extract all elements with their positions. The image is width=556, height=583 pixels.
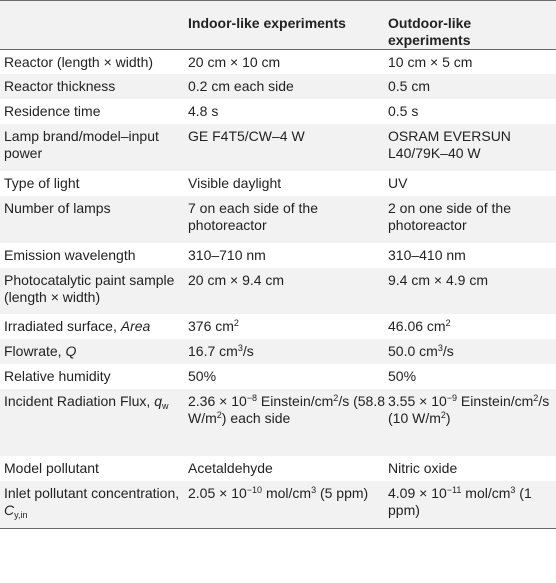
table-row xyxy=(0,268,556,314)
indoor-value: 20 cm × 9.4 cm xyxy=(188,271,285,288)
value-text: ) each side xyxy=(221,409,291,426)
outdoor-value: UV xyxy=(388,174,408,191)
value-text: mol/cm xyxy=(262,484,312,501)
row-label: Type of light xyxy=(4,174,80,191)
value-text: 46.06 cm xyxy=(388,317,446,334)
outdoor-value: Nitric oxide xyxy=(388,459,458,476)
value-text: /s xyxy=(442,342,454,359)
value-sup: 2 xyxy=(445,317,451,328)
value-text: 16.7 cm xyxy=(188,342,238,359)
table-row xyxy=(0,243,556,268)
indoor-value: GE F4T5/CW–4 W xyxy=(188,127,305,144)
table-row xyxy=(0,196,556,243)
indoor-value: 310–710 nm xyxy=(188,246,266,263)
header-outdoor: Outdoor-like experiments xyxy=(388,15,472,48)
value-sup: 2 xyxy=(333,392,339,403)
value-sup: −10 xyxy=(246,484,263,495)
outdoor-value xyxy=(388,339,556,360)
value-sup: 3 xyxy=(311,484,317,495)
row-label: Photocatalytic paint sample (length × width) xyxy=(4,271,175,305)
value-sup: −8 xyxy=(246,392,258,403)
outdoor-value: 9.4 cm × 4.9 cm xyxy=(388,271,488,288)
row-label: Reactor (length × width) xyxy=(4,54,154,70)
value-text: mol/cm xyxy=(461,484,511,501)
label-text: Irradiated surface, xyxy=(4,317,121,334)
value-text: /s (58.8 W/m xyxy=(188,392,386,426)
value-text: /s (10 W/m xyxy=(388,392,550,426)
row-label xyxy=(4,481,188,519)
header-indoor: Indoor-like experiments xyxy=(188,15,346,31)
outdoor-value xyxy=(388,481,556,519)
value-text: 4.09 × 10 xyxy=(388,484,447,501)
value-sup: −9 xyxy=(446,392,458,403)
row-label xyxy=(4,339,188,360)
label-text: Inlet pollutant concentration, xyxy=(4,484,180,501)
value-sup: 3 xyxy=(237,342,243,353)
outdoor-value xyxy=(388,314,556,335)
outdoor-value: 10 cm × 5 cm xyxy=(388,54,473,70)
outdoor-value: OSRAM EVERSUN L40/79K–40 W xyxy=(388,127,511,161)
indoor-value: 50% xyxy=(188,367,217,384)
row-label: Emission wavelength xyxy=(4,246,136,263)
outdoor-value: 2 on one side of the photoreactor xyxy=(388,199,511,233)
indoor-value: 20 cm × 10 cm xyxy=(188,54,281,70)
row-label: Reactor thickness xyxy=(4,77,116,94)
row-label: Relative humidity xyxy=(4,367,111,384)
indoor-value xyxy=(188,481,388,502)
outdoor-value: 310–410 nm xyxy=(388,246,466,263)
row-label: Number of lamps xyxy=(4,199,111,216)
value-sup: 3 xyxy=(510,484,516,495)
table-row xyxy=(0,456,556,481)
indoor-value xyxy=(188,314,388,335)
row-label: Model pollutant xyxy=(4,459,99,476)
label-text: Incident Radiation Flux, xyxy=(4,392,155,409)
label-symbol: Area xyxy=(120,317,151,334)
label-text: Flowrate, xyxy=(4,342,66,359)
indoor-value: 0.2 cm each side xyxy=(188,77,294,94)
table-row xyxy=(0,171,556,196)
value-text: /s xyxy=(242,342,254,359)
row-label xyxy=(4,314,188,335)
row-label: Lamp brand/model–input power xyxy=(4,127,159,161)
table-row xyxy=(0,389,556,456)
indoor-value: 4.8 s xyxy=(188,102,219,119)
row-label xyxy=(4,389,188,410)
indoor-value xyxy=(188,339,388,360)
value-text: 2.36 × 10 xyxy=(188,392,247,409)
table-row xyxy=(0,99,556,124)
value-text: 2.05 × 10 xyxy=(188,484,247,501)
table-row xyxy=(0,124,556,171)
indoor-value xyxy=(188,389,388,427)
value-text: (5 ppm) xyxy=(316,484,369,501)
value-sup: 2 xyxy=(216,409,222,420)
table-row xyxy=(0,481,556,529)
table-row xyxy=(0,50,556,74)
table-row xyxy=(0,74,556,99)
value-text: 3.55 × 10 xyxy=(388,392,447,409)
value-sup: 2 xyxy=(233,317,239,328)
table-row xyxy=(0,339,556,364)
label-symbol: Q xyxy=(65,342,77,359)
outdoor-value xyxy=(388,389,556,427)
value-text: (1 ppm) xyxy=(388,484,532,518)
indoor-value: Acetaldehyde xyxy=(188,459,273,476)
label-symbol: C xyxy=(4,501,15,518)
table-header xyxy=(0,1,556,50)
label-subscript: w xyxy=(162,400,169,411)
table-row xyxy=(0,364,556,389)
value-sup: −11 xyxy=(446,484,462,495)
value-text: 50.0 cm xyxy=(388,342,438,359)
value-sup: 2 xyxy=(440,409,446,420)
value-sup: 3 xyxy=(437,342,443,353)
header-blank xyxy=(0,1,188,50)
value-text: Einstein/cm xyxy=(457,392,534,409)
value-text: ) xyxy=(445,409,451,426)
row-label: Residence time xyxy=(4,102,101,119)
label-symbol: q xyxy=(154,392,162,409)
outdoor-value: 0.5 cm xyxy=(388,77,431,94)
value-text: Einstein/cm xyxy=(257,392,334,409)
outdoor-value: 50% xyxy=(388,367,417,384)
value-text: 376 cm xyxy=(188,317,234,334)
indoor-value: 7 on each side of the photoreactor xyxy=(188,199,318,233)
label-subscript: y,in xyxy=(14,509,28,520)
outdoor-value: 0.5 s xyxy=(388,102,419,119)
value-sup: 2 xyxy=(533,392,539,403)
table-row xyxy=(0,314,556,339)
indoor-value: Visible daylight xyxy=(188,174,282,191)
